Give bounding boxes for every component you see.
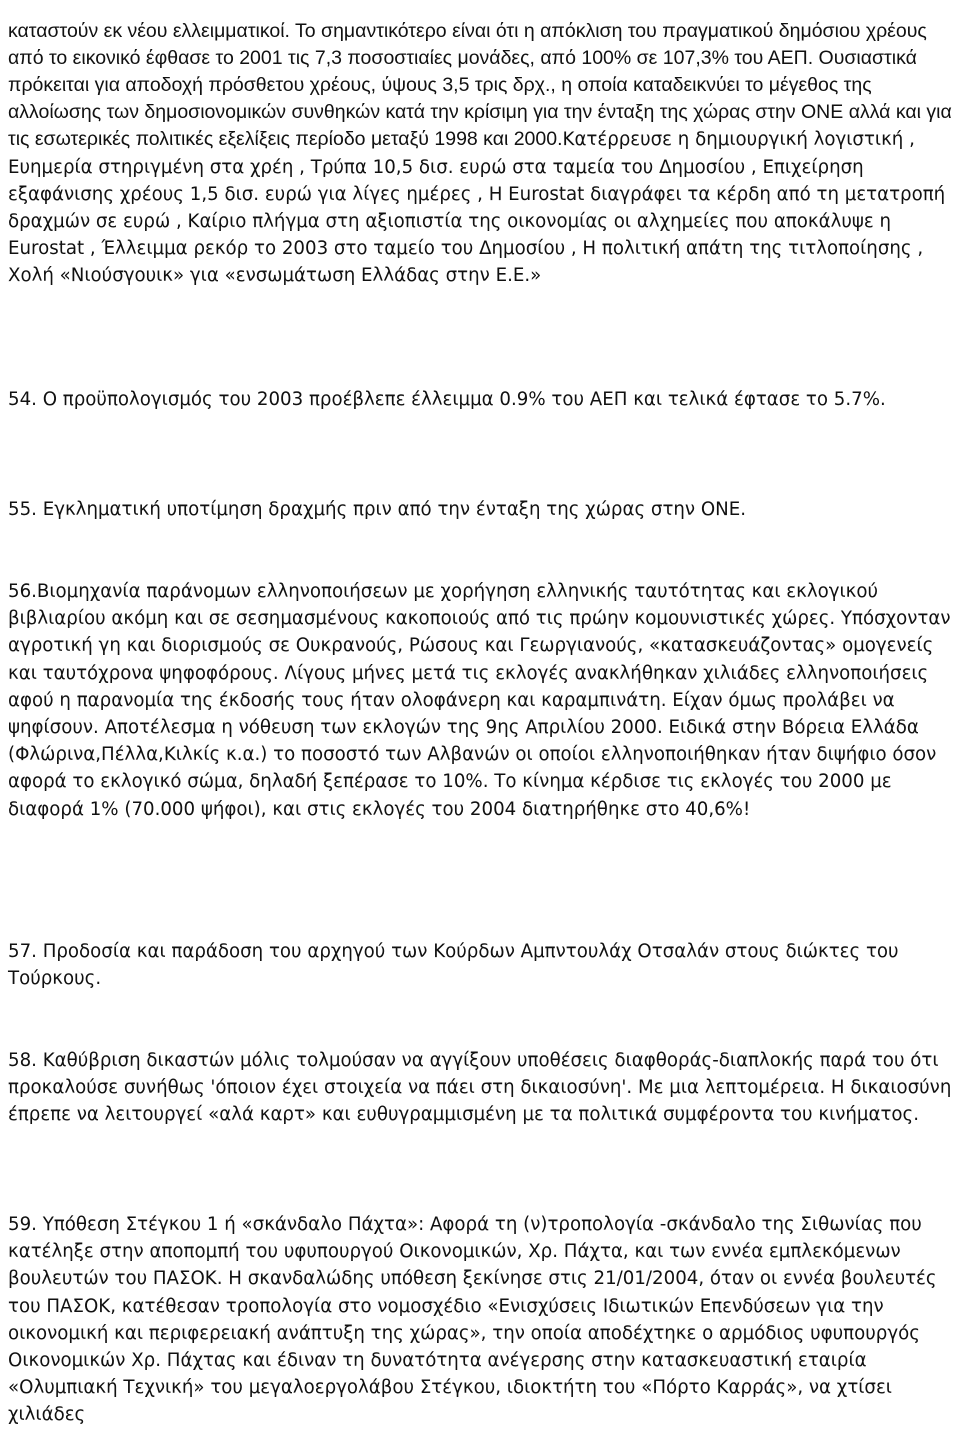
list-item: 55. Εγκληματική υποτίμηση δραχμής πριν από την ένταξη της χώρας στην ΟΝΕ. <box>8 499 747 520</box>
list-item: 54. Ο προϋπολογισμός του 2003 προέβλεπε έλλειμμα 0.9% του ΑΕΠ και τελικά έφτασε το 5.7%. <box>8 389 886 410</box>
list-item: 57. Προδοσία και παράδοση του αρχηγού των Κούρδων Αμπντουλάχ Οτσαλάν στους διώκτες του Τούρκους. <box>8 941 899 990</box>
list-item: 59. Υπόθεση Στέγκου 1 ή «σκάνδαλο Πάχτα»: Αφορά τη (ν)τροπολογία -σκάνδαλο της Σιθωνίας που κατέληξε στην αποπομπή του υφυπουργού Οικονομικών, Χρ. Πάχτα, και των εννέα εμπλεκόμενων βουλευτών του ΠΑΣΟΚ. Η σκανδαλώδης υπόθεση ξεκίνησε στις 21/01/2004, όταν οι εννέα βουλευτές του ΠΑΣΟΚ, κατέθεσαν τροπολογία στο νομοσχέδιο «Ενισχύσεις Ιδιωτικών Επενδύσεων για την οικονομική και περιφερειακή ανάπτυξη της χώρας», την οποία αποδέχτηκε ο αρμόδιος υφυπουργός Οικονομικών Χρ. Πάχτας και έδιναν τη δυνατότητα ανέγερσης στην κατασκευαστική εταιρία «Ολυμπιακή Τεχνική» του μεγαλοεργολάβου Στέγκου, ιδιοκτήτη του «Πόρτο Καρράς», να χτίσει χιλιάδες <box>8 1214 937 1426</box>
list-item: 56.Βιομηχανία παράνομων ελληνοποιήσεων με χορήγηση ελληνικής ταυτότητας και εκλογικού βιβλιαρίου ακόμη και σε σεσημασμένους κακοποιούς από τις πρώην κομουνιστικές χώρες. Υπόσχονταν αγροτική γη και διορισμούς σε Ουκρανούς, Ρώσους και Γεωργιανούς, «κατασκευάζοντας» ομογενείς και ταυτόχρονα ψηφοφόρους. Λίγους μήνες μετά τις εκλογές ανακλήθηκαν χιλιάδες ελληνοποιήσεις αφού η παρανομία της έκδοσής τους ήταν ολοφάνερη και καραμπινάτη. Είχαν όμως προλάβει να ψηφίσουν. Αποτέλεσμα η νόθευση των εκλογών της 9ης Απριλίου 2000. Ειδικά στην Βόρεια Ελλάδα (Φλώρινα,Πέλλα,Κιλκίς κ.α.) το ποσοστό των Αλβανών οι οποίοι ελληνοποιήθηκαν ήταν διψήφιο όσον αφορά το εκλογικό σώμα, δηλαδή ξεπέρασε το 10%. Το κίνημα κέρδισε τις εκλογές του 2000 με διαφορά 1% (70.000 ψήφοι), και στις εκλογές του 2004 διατηρήθηκε στο 40,6%! <box>8 581 951 820</box>
list-item: 58. Καθύβριση δικαστών μόλις τολμούσαν να αγγίξουν υποθέσεις διαφθοράς-διαπλοκής παρά του ότι προκαλούσε συνήθως 'όποιον έχει στοιχεία να πάει στη δικαιοσύνη'. Με μια λεπτομέρεια. Η δικαιοσύνη έπρεπε να λειτουργεί «αλά καρτ» και ευθυγραμμισμένη με τα πολιτικά συμφέροντα του κινήματος. <box>8 1050 952 1126</box>
intro-headlines-text: Κατέρρευσε η δημιουργική λογιστική , Ευημερία στηριγμένη στα χρέη , Τρύπα 10,5 δισ. ευρώ στα ταμεία του Δημοσίου , Επιχείρηση εξαφάνισης χρέους 1,5 δισ. ευρώ για λίγες ημέρες , Η Eurostat διαγράφει τα κέρδη από τη μετατροπή δραχμών σε ευρώ , Καίριο πλήγμα στη αξιοπιστία της οικονομίας οι αλχημείες που αποκάλυψε η Eurostat , Έλλειμμα ρεκόρ το 2003 στο ταμείο του Δημοσίου , Η πολιτική απάτη της τιτλοποίησης , Χολή «Νιούσγουικ» για «ενσωμάτωση Ελλάδας στην Ε.Ε.» <box>8 129 946 287</box>
intro-text: καταστούν εκ νέου ελλειμματικοί. Το σημαντικότερο είναι ότι η απόκλιση του πραγματικού δημόσιου χρέους από το εικονικό έφθασε το 2001 τις 7,3 ποσοστιαίες μονάδες, από 100% σε 107,3% του ΑΕΠ. Ουσιαστικά πρόκειται για αποδοχή πρόσθετου χρέους, ύψους 3,5 τρις δρχ., η οποία καταδεικνύει το μέγεθος της αλλοίωσης των δημοσιονομικών συνθηκών κατά την κρίσιμη για την ένταξη της χώρας στην ΟΝΕ αλλά και για τις εσωτερικές πολιτικές εξελίξεις περίοδο μεταξύ 1998 και 2000. <box>8 19 952 151</box>
intro-paragraph <box>8 18 956 290</box>
